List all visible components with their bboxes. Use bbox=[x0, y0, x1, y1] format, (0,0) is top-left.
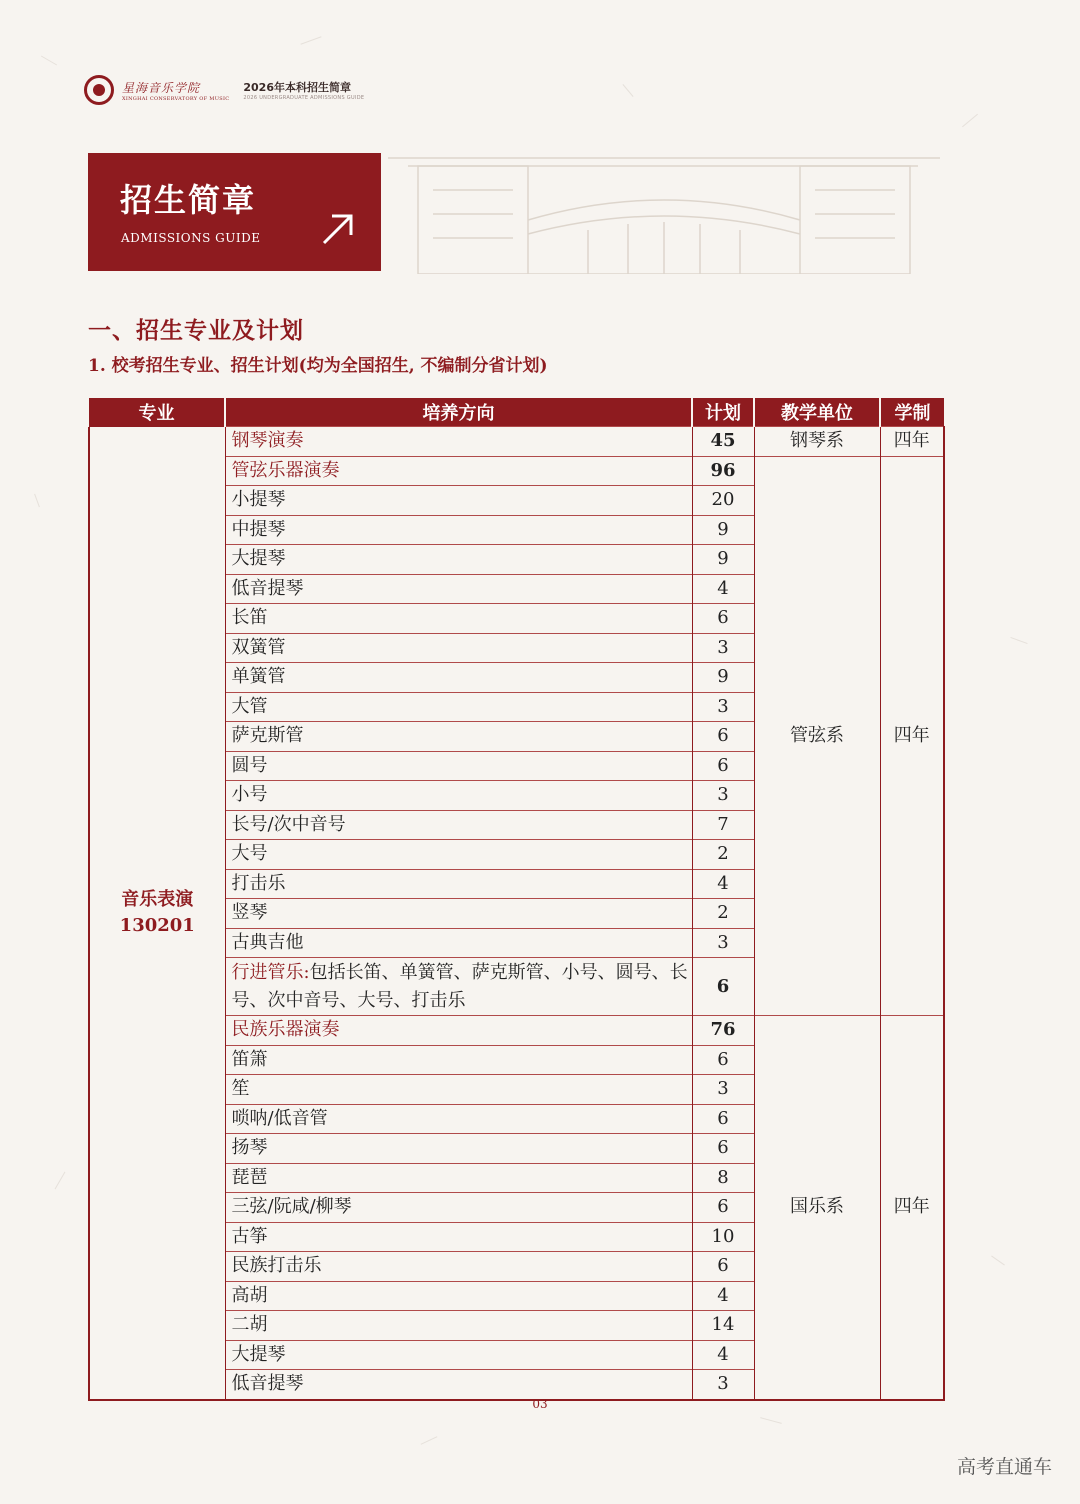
direction-cell: 小号 bbox=[225, 781, 692, 811]
plan-cell: 3 bbox=[692, 692, 754, 722]
direction-cell: 长笛 bbox=[225, 604, 692, 634]
direction-cell: 低音提琴 bbox=[225, 1370, 692, 1400]
direction-text: 包括长笛、单簧管、萨克斯管、小号、圆号、长号、次中音号、大号、打击乐 bbox=[231, 961, 688, 1011]
direction-cell: 大号 bbox=[225, 840, 692, 870]
direction-cell: 二胡 bbox=[225, 1311, 692, 1341]
plan-cell: 9 bbox=[692, 663, 754, 693]
direction-cell: 笙 bbox=[225, 1075, 692, 1105]
direction-cell: 唢呐/低音管 bbox=[225, 1104, 692, 1134]
plan-cell: 3 bbox=[692, 1075, 754, 1105]
direction-cell: 打击乐 bbox=[225, 869, 692, 899]
direction-cell: 三弦/阮咸/柳琴 bbox=[225, 1193, 692, 1223]
table-body bbox=[89, 427, 944, 1400]
major-name: 音乐表演 bbox=[121, 888, 194, 910]
admissions-plan-table bbox=[88, 398, 945, 1401]
section-subheading: 1. 校考招生专业、招生计划(均为全国招生, 不编制分省计划) bbox=[88, 356, 548, 376]
plan-cell: 8 bbox=[692, 1163, 754, 1193]
direction-cell: 古典吉他 bbox=[225, 928, 692, 958]
header-direction: 培养方向 bbox=[225, 398, 692, 427]
header-years: 学制 bbox=[880, 398, 944, 427]
direction-lead: 行进管乐: bbox=[231, 961, 310, 983]
plan-cell: 4 bbox=[692, 1340, 754, 1370]
direction-cell: 单簧管 bbox=[225, 663, 692, 693]
table-header-row bbox=[89, 398, 944, 427]
plan-cell: 2 bbox=[692, 899, 754, 929]
direction-cell: 扬琴 bbox=[225, 1134, 692, 1164]
plan-cell: 14 bbox=[692, 1311, 754, 1341]
direction-cell: 高胡 bbox=[225, 1281, 692, 1311]
plan-cell: 6 bbox=[692, 604, 754, 634]
school-logo bbox=[84, 75, 114, 105]
plan-cell: 3 bbox=[692, 928, 754, 958]
unit-cell: 钢琴系 bbox=[754, 427, 880, 457]
section-heading: 一、招生专业及计划 bbox=[88, 317, 304, 344]
plan-cell: 45 bbox=[692, 427, 754, 457]
banner-title: 招生简章 bbox=[120, 181, 257, 219]
plan-cell: 10 bbox=[692, 1222, 754, 1252]
direction-cell: 中提琴 bbox=[225, 515, 692, 545]
plan-cell: 4 bbox=[692, 869, 754, 899]
watermark: 高考直通车 bbox=[956, 1456, 1052, 1478]
unit-cell: 国乐系 bbox=[754, 1016, 880, 1400]
direction-cell: 民族打击乐 bbox=[225, 1252, 692, 1282]
direction-cell: 钢琴演奏 bbox=[225, 427, 692, 457]
plan-cell: 4 bbox=[692, 1281, 754, 1311]
plan-cell: 6 bbox=[692, 1134, 754, 1164]
major-cell bbox=[89, 427, 225, 1400]
plan-cell: 6 bbox=[692, 958, 754, 1016]
years-cell: 四年 bbox=[880, 427, 944, 457]
direction-cell: 低音提琴 bbox=[225, 574, 692, 604]
plan-cell: 96 bbox=[692, 456, 754, 486]
direction-cell: 长号/次中音号 bbox=[225, 810, 692, 840]
direction-cell: 双簧管 bbox=[225, 633, 692, 663]
guide-title: 2026年本科招生简章 bbox=[243, 81, 351, 94]
direction-cell: 大提琴 bbox=[225, 545, 692, 575]
direction-cell: 圆号 bbox=[225, 751, 692, 781]
direction-cell: 大提琴 bbox=[225, 1340, 692, 1370]
plan-cell: 6 bbox=[692, 1104, 754, 1134]
school-name-block bbox=[122, 79, 229, 102]
plan-cell: 76 bbox=[692, 1016, 754, 1046]
arrow-up-right-icon bbox=[320, 211, 356, 247]
direction-cell: 琵琶 bbox=[225, 1163, 692, 1193]
unit-cell: 管弦系 bbox=[754, 456, 880, 1016]
direction-cell: 笛箫 bbox=[225, 1045, 692, 1075]
years-cell: 四年 bbox=[880, 1016, 944, 1400]
guide-title-en: 2026 UNDERGRADUATE ADMISSIONS GUIDE bbox=[243, 95, 365, 101]
plan-cell: 6 bbox=[692, 1045, 754, 1075]
years-cell: 四年 bbox=[880, 456, 944, 1016]
major-code: 130201 bbox=[119, 914, 195, 936]
page-number: 03 bbox=[532, 1397, 548, 1411]
direction-cell bbox=[225, 958, 692, 1016]
plan-cell: 20 bbox=[692, 486, 754, 516]
plan-cell: 9 bbox=[692, 515, 754, 545]
plan-cell: 3 bbox=[692, 633, 754, 663]
table-row bbox=[89, 427, 944, 457]
header-unit: 教学单位 bbox=[754, 398, 880, 427]
plan-cell: 3 bbox=[692, 781, 754, 811]
building-illustration bbox=[388, 150, 940, 274]
direction-cell: 小提琴 bbox=[225, 486, 692, 516]
plan-cell: 6 bbox=[692, 1193, 754, 1223]
direction-cell: 管弦乐器演奏 bbox=[225, 456, 692, 486]
school-name: 星海音乐学院 bbox=[122, 80, 201, 95]
page-header bbox=[84, 72, 364, 108]
plan-cell: 3 bbox=[692, 1370, 754, 1400]
plan-cell: 6 bbox=[692, 1252, 754, 1282]
plan-cell: 6 bbox=[692, 751, 754, 781]
banner-subtitle: ADMISSIONS GUIDE bbox=[121, 231, 261, 245]
plan-cell: 7 bbox=[692, 810, 754, 840]
admissions-banner bbox=[88, 153, 381, 271]
direction-cell: 古筝 bbox=[225, 1222, 692, 1252]
direction-cell: 萨克斯管 bbox=[225, 722, 692, 752]
guide-title-block bbox=[243, 79, 364, 101]
plan-cell: 6 bbox=[692, 722, 754, 752]
plan-cell: 2 bbox=[692, 840, 754, 870]
header-plan: 计划 bbox=[692, 398, 754, 427]
direction-cell: 民族乐器演奏 bbox=[225, 1016, 692, 1046]
header-major: 专业 bbox=[89, 398, 225, 427]
school-name-en: XINGHAI CONSERVATORY OF MUSIC bbox=[122, 95, 230, 102]
plan-cell: 4 bbox=[692, 574, 754, 604]
direction-cell: 大管 bbox=[225, 692, 692, 722]
plan-cell: 9 bbox=[692, 545, 754, 575]
direction-cell: 竖琴 bbox=[225, 899, 692, 929]
